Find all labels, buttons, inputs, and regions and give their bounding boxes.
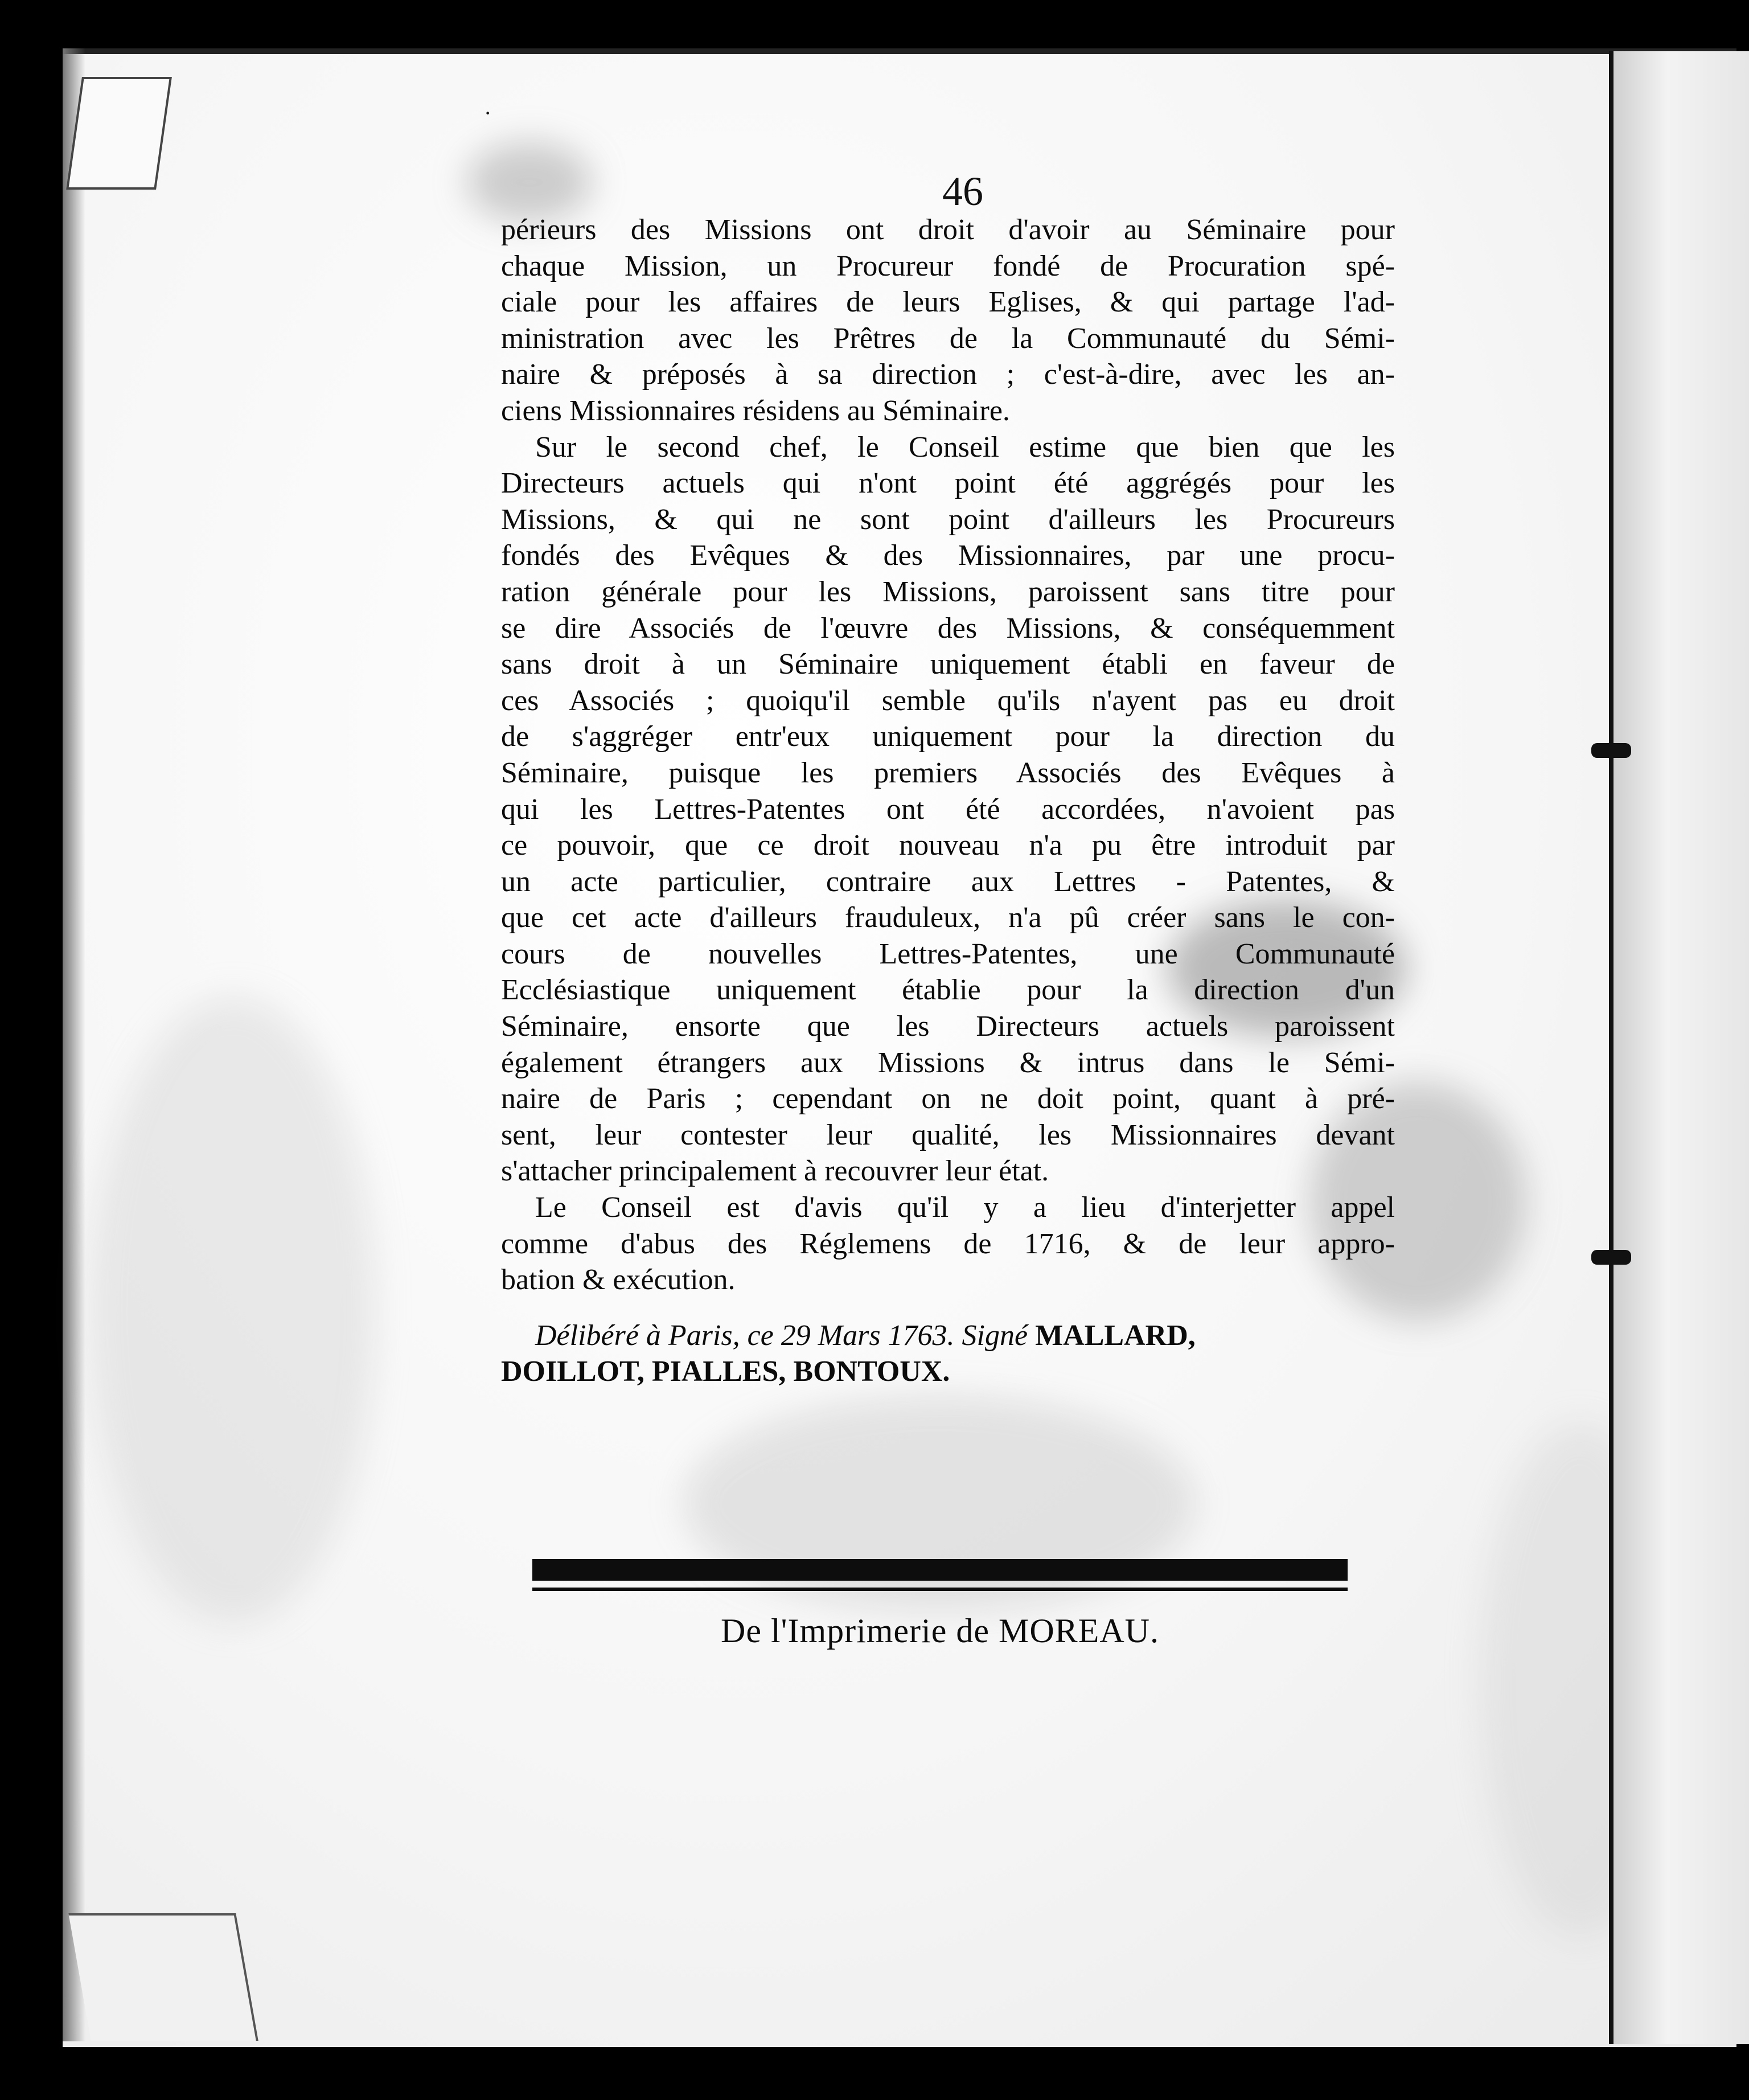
signatory-name: MALLARD,: [1035, 1319, 1196, 1352]
margin-mark: ·: [484, 100, 492, 126]
printer-imprint: De l'Imprimerie de MOREAU.: [721, 1612, 1159, 1650]
paragraph-1: [501, 212, 1395, 429]
text-line: sent, leur contester leur qualité, les Missionnaires devant: [501, 1118, 1395, 1151]
body-text: [501, 212, 1395, 1390]
text-line: chaque Mission, un Procureur fondé de Procuration spé-: [501, 249, 1395, 282]
text-line: bation & exécution.: [501, 1264, 736, 1297]
page-number: 46: [942, 169, 983, 214]
text-line: Le Conseil est d'avis qu'il y a lieu d'interjetter appel: [535, 1191, 1395, 1224]
text-line: cours de nouvelles Lettres-Patentes, une Communauté: [501, 937, 1395, 970]
binding-thread: [1591, 743, 1631, 758]
text-line: que cet acte d'ailleurs frauduleux, n'a pû créer sans le con-: [501, 901, 1395, 934]
text-line: périeurs des Missions ont droit d'avoir au Séminaire pour: [501, 214, 1395, 246]
text-line: fondés des Evêques & des Missionnaires, par une procu-: [501, 539, 1395, 572]
text-line: ce pouvoir, que ce droit nouveau n'a pu être introduit par: [501, 829, 1395, 862]
text-line: également étrangers aux Missions & intrus dans le Sémi-: [501, 1046, 1395, 1079]
ink-smudge: [467, 142, 592, 222]
paper-discoloration: [91, 996, 376, 1623]
folded-corner-bottom: [68, 1913, 258, 2041]
text-line: se dire Associés de l'œuvre des Missions, & conséquemment: [501, 612, 1395, 645]
decorative-rule-thin: [532, 1588, 1348, 1591]
adjacent-page-edge: [1613, 51, 1749, 2044]
text-line: ciens Missionnaires résidens au Séminaire.: [501, 394, 1010, 427]
signature-line-1: [501, 1318, 1395, 1354]
folded-corner-top: [66, 77, 172, 190]
binding-shadow: [63, 48, 85, 2041]
paragraph-2: [501, 429, 1395, 1190]
text-line: Missions, & qui ne sont point d'ailleurs les Procureurs: [501, 503, 1395, 536]
text-line: Ecclésiastique uniquement établie pour la direction d'un: [501, 974, 1395, 1007]
text-line: ciale pour les affaires de leurs Eglises, & qui partage l'ad-: [501, 286, 1395, 319]
text-line: ration générale pour les Missions, paroissent sans titre pour: [501, 575, 1395, 608]
binding-thread: [1591, 1250, 1631, 1265]
text-line: sans droit à un Séminaire uniquement établi en faveur de: [501, 648, 1395, 681]
deliberation-date: Délibéré à Paris, ce 29 Mars 1763. Signé: [535, 1319, 1028, 1352]
text-line: qui les Lettres-Patentes ont été accordées, n'avoient pas: [501, 793, 1395, 826]
text-line: Sur le second chef, le Conseil estime que bien que les: [535, 430, 1395, 464]
text-line: ces Associés ; quoiqu'il semble qu'ils n'ayent pas eu droit: [501, 684, 1395, 717]
text-line: un acte particulier, contraire aux Lettres - Patentes, &: [501, 865, 1395, 898]
text-line: de s'aggréger entr'eux uniquement pour la direction du: [501, 720, 1395, 753]
text-line: Séminaire, puisque les premiers Associés des Evêques à: [501, 756, 1395, 789]
text-line: comme d'abus des Réglemens de 1716, & de leur appro-: [501, 1227, 1395, 1260]
signature-block: [501, 1318, 1395, 1390]
signature-line-2: DOILLOT, PIALLES, BONTOUX.: [501, 1355, 950, 1388]
text-line: ministration avec les Prêtres de la Communauté du Sémi-: [501, 322, 1395, 355]
text-line: s'attacher principalement à recouvrer leur état.: [501, 1155, 1049, 1188]
text-line: naire de Paris ; cependant on ne doit point, quant à pré-: [501, 1082, 1395, 1115]
gutter-fold-line: [1609, 51, 1613, 2044]
text-line: Directeurs actuels qui n'ont point été aggrégés pour les: [501, 467, 1395, 500]
text-line: naire & préposés à sa direction ; c'est-à-dire, avec les an-: [501, 358, 1395, 391]
text-line: Séminaire, ensorte que les Directeurs actuels paroissent: [501, 1010, 1395, 1043]
paragraph-3: [501, 1190, 1395, 1298]
decorative-rule-thick: [532, 1559, 1348, 1581]
